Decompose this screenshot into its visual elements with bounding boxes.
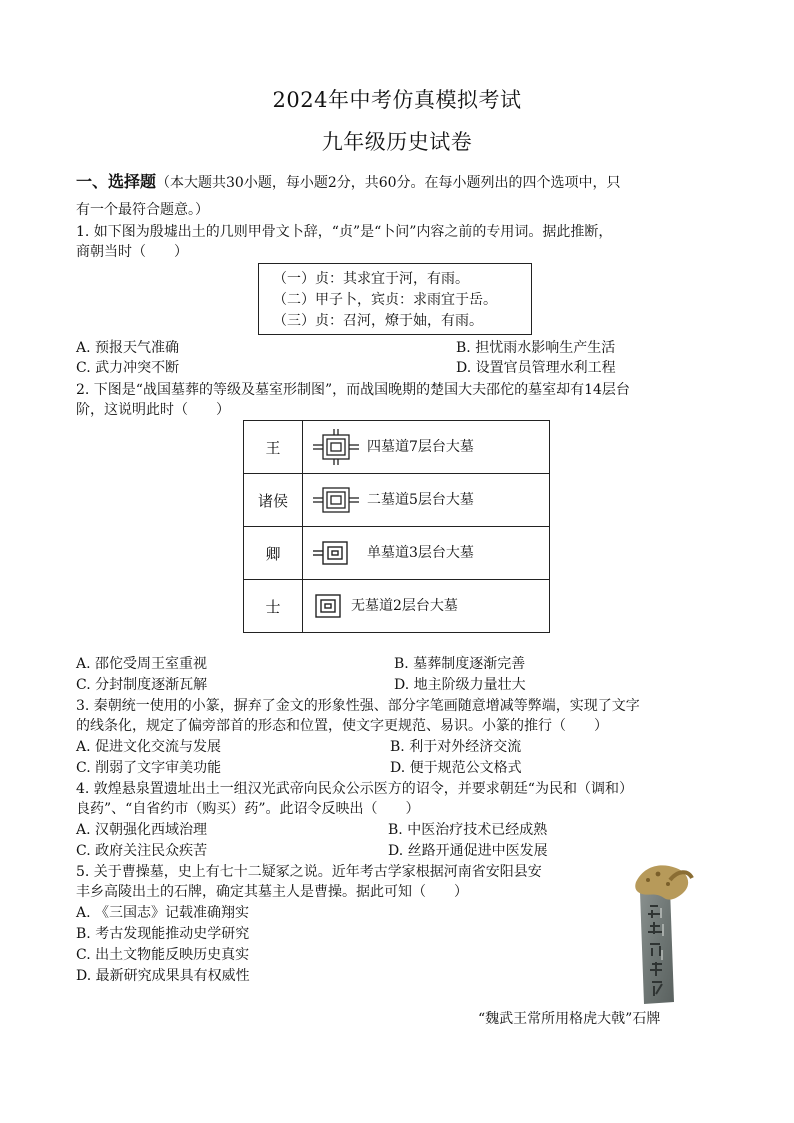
q5-stem: 5. 关于曹操墓，史上有七十二疑冢之说。近年考古学家根据河南省安阳县安 (76, 864, 542, 880)
oracle-line: （一）贞：其求宜于河，有雨。 (273, 271, 469, 287)
stone-caption: “魏武王常所用格虎大戟”石牌 (478, 1011, 661, 1027)
q1-option-a[interactable]: A. 预报天气准确 (76, 340, 180, 356)
oracle-line: （三）贞：召河，燎于妯，有雨。 (273, 313, 483, 329)
table-row (244, 527, 550, 580)
oracle-box (258, 263, 532, 335)
q3-option-a[interactable]: A. 促进文化交流与发展 (76, 739, 222, 755)
q5-option-a[interactable]: A. 《三国志》记载准确翔实 (76, 905, 250, 921)
tomb-desc: 无墓道2层台大墓 (351, 598, 458, 614)
q1-stem: 1. 如下图为殷墟出土的几则甲骨文卜辞，“贞”是“卜问”内容之前的专用词。据此推断， (76, 224, 613, 240)
tomb-four-ramp-icon (313, 429, 359, 465)
q3-stem-cont: 的线条化，规定了偏旁部首的形态和位置，使文字更规范、易识。小篆的推行（ ） (76, 718, 608, 734)
q3-stem: 3. 秦朝统一使用的小篆，摒弃了金文的形象性强、部分字笔画随意增减等弊端，实现了文字 (76, 698, 640, 714)
tomb-rank: 诸侯 (244, 474, 303, 527)
section-desc-cont: 有一个最符合题意。） (76, 202, 209, 218)
tomb-rank: 士 (244, 580, 303, 633)
q4-option-a[interactable]: A. 汉朝强化西域治理 (76, 822, 208, 838)
section-heading: 一、选择题 (76, 172, 157, 191)
tomb-single-ramp-icon (313, 535, 359, 571)
q2-option-c[interactable]: C. 分封制度逐渐瓦解 (76, 677, 208, 693)
table-row (244, 580, 550, 633)
tomb-desc-cell (303, 580, 550, 633)
q4-option-d[interactable]: D. 丝路开通促进中医发展 (388, 843, 548, 859)
q4-option-b[interactable]: B. 中医治疗技术已经成熟 (388, 822, 548, 838)
tomb-desc-cell (303, 474, 550, 527)
q4-option-c[interactable]: C. 政府关注民众疾苦 (76, 843, 208, 859)
tomb-desc-cell (303, 527, 550, 580)
section-heading-line (76, 172, 722, 193)
q3-option-b[interactable]: B. 利于对外经济交流 (390, 739, 522, 755)
q2-stem-cont: 阶，这说明此时（ ） (76, 402, 230, 418)
q4-stem: 4. 敦煌悬泉置遗址出土一组汉光武帝向民众公示医方的诏令，并要求朝廷“为民和（调和） (76, 781, 633, 797)
tomb-rank: 卿 (244, 527, 303, 580)
q5-stem-cont: 丰乡高陵出土的石牌，确定其墓主人是曹操。据此可知（ ） (76, 884, 468, 900)
q2-option-b[interactable]: B. 墓葬制度逐渐完善 (394, 656, 526, 672)
tomb-desc: 二墓道5层台大墓 (367, 492, 474, 508)
q1-stem-cont: 商朝当时（ ） (76, 244, 188, 260)
q2-stem: 2. 下图是“战国墓葬的等级及墓室形制图”，而战国晚期的楚国大夫邵佗的墓室却有14层台 (76, 382, 630, 398)
tomb-rank: 王 (244, 421, 303, 474)
table-row (244, 421, 550, 474)
tomb-desc-cell (303, 421, 550, 474)
q2-option-a[interactable]: A. 邵佗受周王室重视 (76, 656, 208, 672)
exam-title: 2024年中考仿真模拟考试 (272, 88, 522, 112)
exam-subtitle: 九年级历史试卷 (321, 130, 473, 154)
tomb-desc: 单墓道3层台大墓 (367, 545, 474, 561)
stone-tablet-photo (630, 862, 702, 1004)
q4-stem-cont: 良药”、“自省约市（购买）药”。此诏令反映出（ ） (76, 801, 420, 817)
section-desc: （本大题共30小题，每小题2分，共60分。在每小题列出的四个选项中，只 (156, 175, 621, 191)
q3-option-c[interactable]: C. 削弱了文字审美功能 (76, 760, 222, 776)
tomb-desc: 四墓道7层台大墓 (367, 439, 474, 455)
q5-option-c[interactable]: C. 出土文物能反映历史真实 (76, 947, 250, 963)
oracle-line: （二）甲子卜，宾贞：求雨宜于岳。 (273, 292, 497, 308)
tomb-table (243, 420, 550, 633)
q1-option-b[interactable]: B. 担忧雨水影响生产生活 (456, 340, 616, 356)
q2-option-d[interactable]: D. 地主阶级力量壮大 (394, 677, 526, 693)
q5-option-d[interactable]: D. 最新研究成果具有权威性 (76, 968, 250, 984)
q3-option-d[interactable]: D. 便于规范公文格式 (390, 760, 522, 776)
table-row (244, 474, 550, 527)
tomb-two-ramp-icon (313, 482, 359, 518)
q1-option-d[interactable]: D. 设置官员管理水利工程 (456, 360, 616, 376)
q1-option-c[interactable]: C. 武力冲突不断 (76, 360, 180, 376)
tomb-no-ramp-icon (313, 588, 343, 624)
q5-option-b[interactable]: B. 考古发现能推动史学研究 (76, 926, 250, 942)
